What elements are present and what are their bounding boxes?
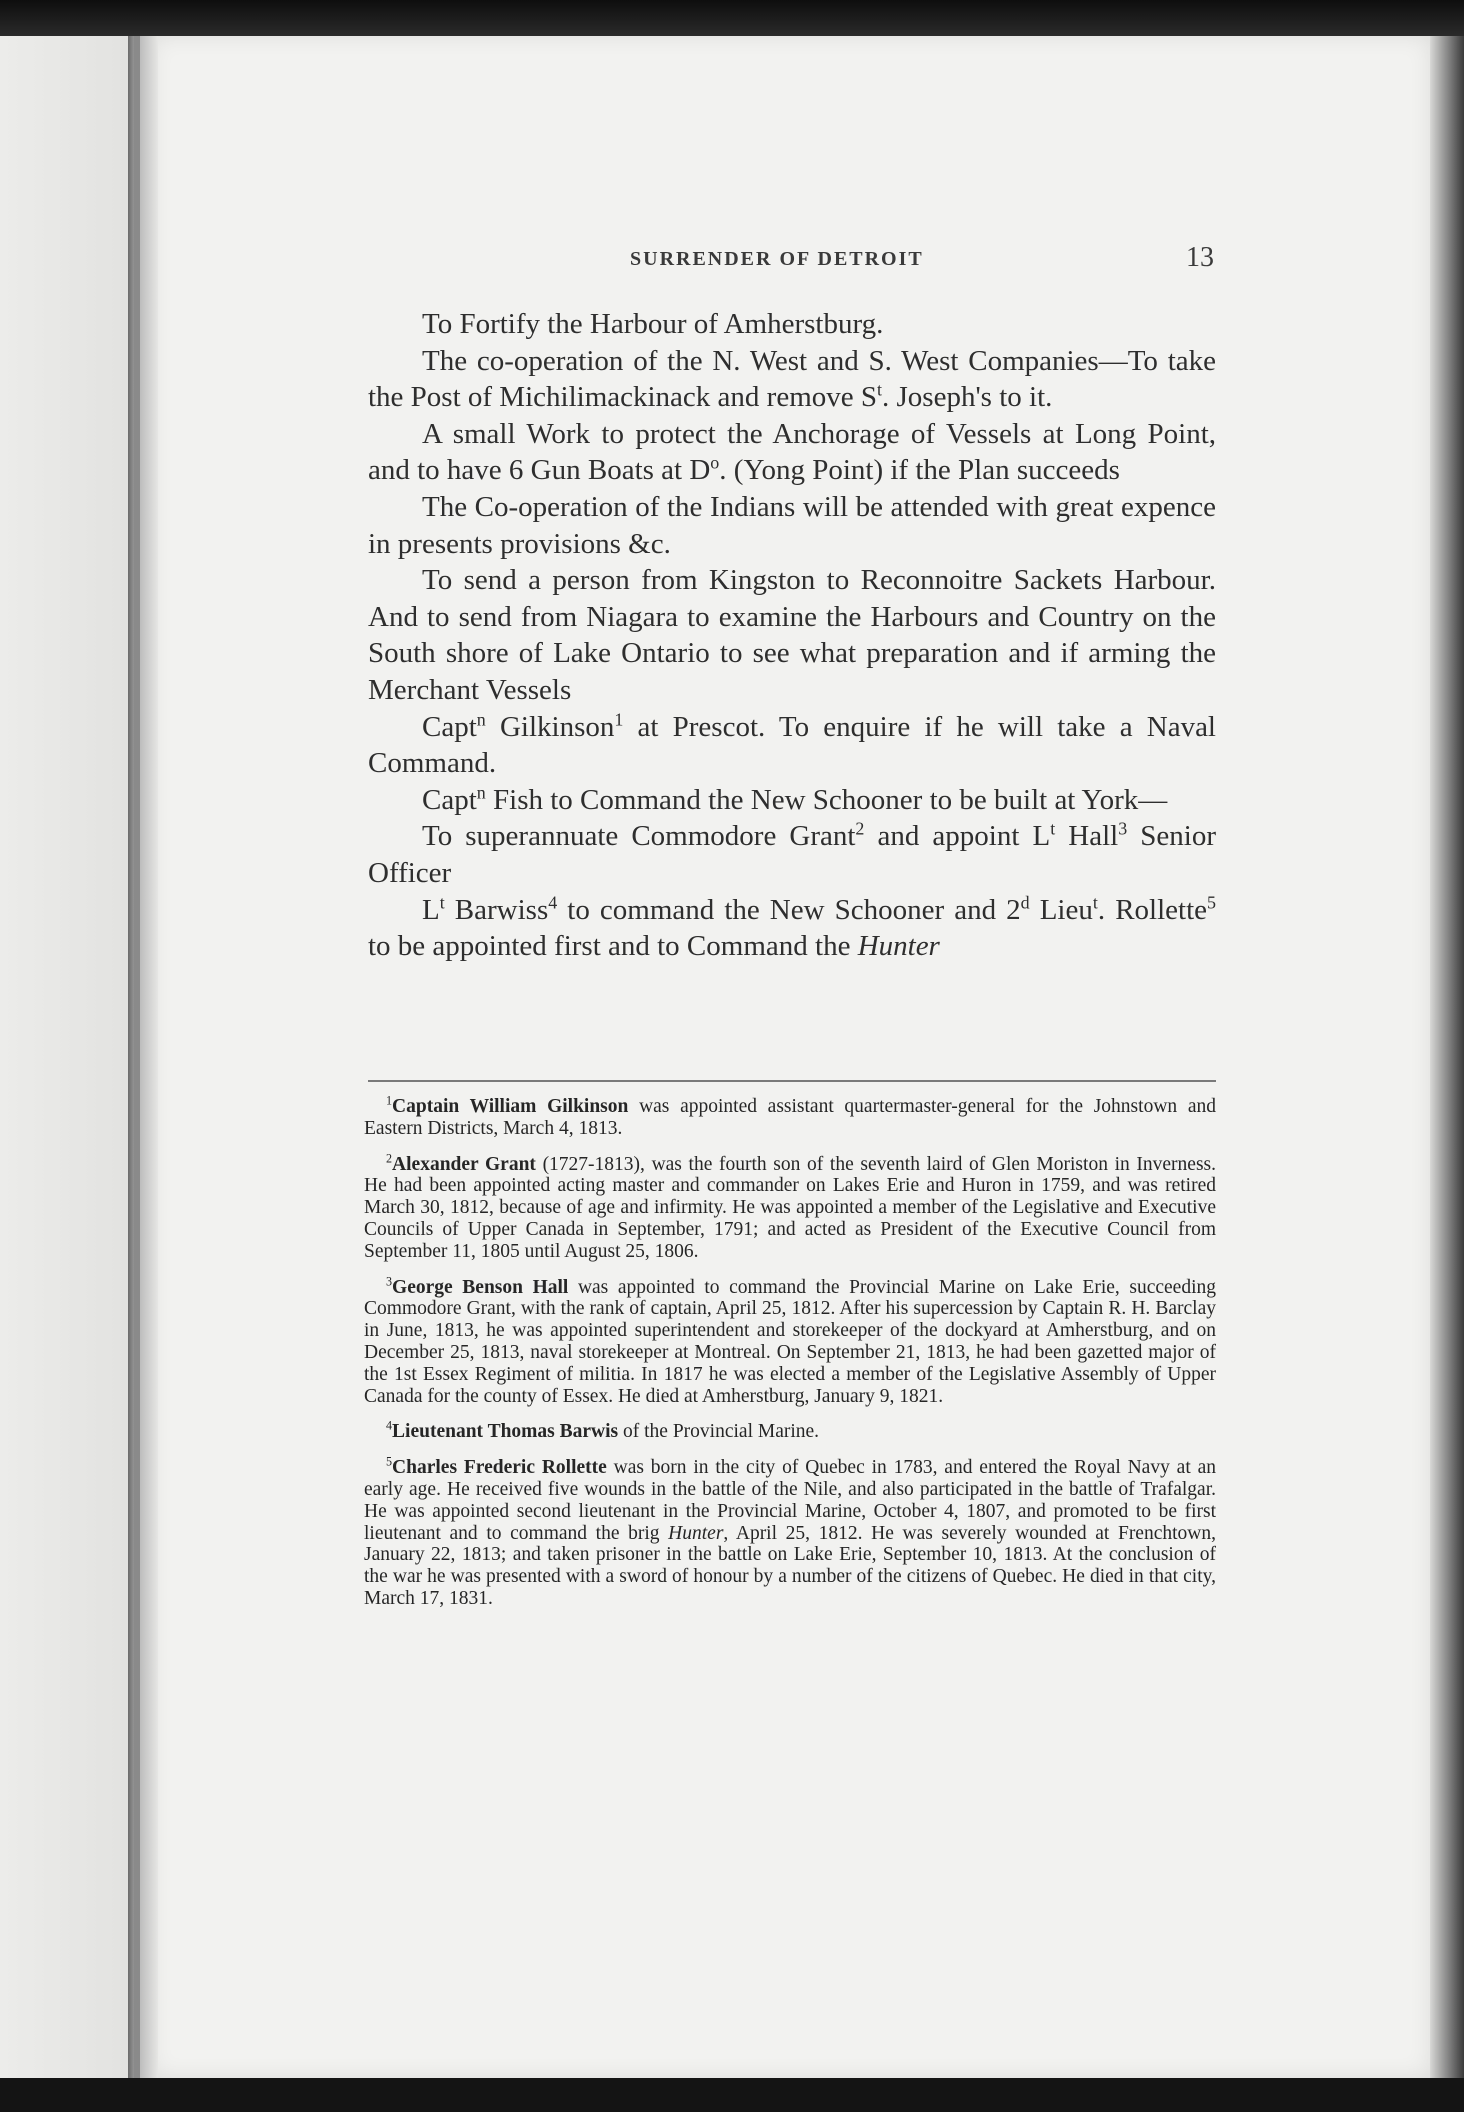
body-paragraph	[368, 818, 1216, 891]
superscript: t	[1050, 818, 1056, 839]
footnotes	[364, 1093, 1217, 1624]
text-run: To superannuate Commodore Grant	[422, 820, 856, 853]
footnote	[364, 1151, 1217, 1263]
italic-text: Hunter	[668, 1522, 724, 1544]
superscript: 2	[855, 818, 865, 839]
superscript: n	[476, 782, 486, 803]
scan-top-border	[0, 0, 1464, 36]
gutter-shadow	[134, 30, 140, 2080]
text-run: L	[422, 893, 440, 926]
footnote-marker: 2	[386, 1151, 393, 1166]
text-run: Senior Officer	[368, 820, 1216, 889]
text-run: and appoint L	[864, 820, 1051, 853]
main-text	[368, 306, 1216, 965]
footnote-text: of the Provincial Marine.	[618, 1421, 820, 1443]
text-run: To send a person from Kingston to Reconnoitre Sackets Harbour. And to send from Niagara to examine the Harbours and Country on the South shore of Lake Ontario to see what preparation and if arming the Merchant Vessels	[368, 564, 1216, 706]
superscript: 5	[1207, 891, 1216, 912]
footnote-text: was appointed to command the Provincial Marine on Lake Erie, succeeding Commodore Grant, with the rank of captain, April 25, 1812. After his supercession by Captain R. H. Barclay in June, 1813, he was appointed superintendent and storekeeper of the dockyard at Amherstburg, and on December 25, 1813, naval storekeeper at Montreal. On September 21, 1813, he had been gazetted major of the 1st Essex Regiment of militia. In 1817 he was elected a member of the Legislative Assembly of Upper Canada for the county of Essex. He died at Amherstburg, January 9, 1821.	[364, 1276, 1217, 1407]
text-run: To Fortify the Harbour of Amherstburg.	[422, 308, 884, 340]
footnote-name: Captain William Gilkinson	[392, 1096, 629, 1117]
text-run: Hall	[1055, 820, 1119, 853]
text-run: Capt	[422, 710, 477, 743]
footnote-text: was born in the city of Quebec in 1783, and entered the Royal Navy at an early age. He received five wounds in the battle of the Nile, and also participated in the battle of Trafalgar. He was appointed second lieutenant in the Provincial Marine, October 4, 1807, and promoted to be first lieutenant and to command the brig	[364, 1457, 1216, 1544]
footnote-marker: 3	[386, 1274, 393, 1289]
text-run: . Joseph's to it.	[882, 381, 1053, 414]
superscript: 3	[1118, 818, 1128, 839]
text-run: Fish to Command the New Schooner to be built at York—	[485, 783, 1168, 816]
superscript: t	[877, 379, 883, 400]
footnote-marker: 5	[386, 1454, 393, 1469]
body-paragraph	[368, 343, 1216, 416]
superscript: n	[476, 708, 486, 729]
text-run: . Rollette	[1097, 893, 1208, 926]
footnote-text: was appointed assistant quartermaster-general for the Johnstown and Eastern Districts, March 4, 1813.	[364, 1096, 1216, 1139]
text-run: The co-operation of the N. West and S. West Companies—To take the Post of Michilimackinack and remove S	[368, 344, 1216, 414]
page-number: 13	[1186, 242, 1214, 273]
superscript: o	[710, 452, 720, 473]
body-paragraph	[368, 892, 1216, 965]
body-paragraph	[368, 562, 1216, 708]
text-run: A small Work to protect the Anchorage of Vessels at Long Point, and to have 6 Gun Boats at D	[368, 417, 1216, 487]
footnote-name: George Benson Hall	[392, 1276, 569, 1298]
body-paragraph	[368, 782, 1216, 819]
body-paragraph	[368, 709, 1216, 782]
superscript: t	[439, 891, 445, 912]
scan-bottom-border	[0, 2078, 1464, 2112]
text-run: The Co-operation of the Indians will be attended with great expence in presents provisions &c.	[368, 490, 1216, 560]
footnote-name: Lieutenant Thomas Barwis	[392, 1421, 619, 1443]
footnote-rule	[368, 1080, 1216, 1082]
text-run: . (Yong Point) if the Plan succeeds	[719, 454, 1120, 487]
superscript: t	[1092, 891, 1098, 912]
text-run: Barwiss	[444, 893, 549, 926]
page-gutter	[128, 30, 158, 2080]
body-paragraph	[368, 416, 1216, 489]
footnote-text: , April 25, 1812. He was severely wounded at Frenchtown, January 22, 1813; and taken prisoner in the battle on Lake Erie, September 10, 1813. At the conclusion of the war he was presented with a sword of honour by a number of the citizens of Quebec. He died in that city, March 17, 1831.	[364, 1522, 1216, 1609]
text-run: to command the New Schooner and 2	[557, 893, 1021, 926]
text-run: at Prescot. To enquire if he will take a Naval Command.	[368, 710, 1216, 780]
footnote	[364, 1274, 1217, 1408]
text-run: Gilkinson	[485, 710, 615, 743]
footnote-name: Charles Frederic Rollette	[392, 1457, 607, 1479]
text-run: Capt	[422, 783, 477, 816]
italic-text: Hunter	[857, 930, 940, 963]
footnote-name: Alexander Grant	[392, 1153, 536, 1175]
page-fore-edge	[1430, 36, 1464, 2081]
footnote-text: (1727-1813), was the fourth son of the seventh laird of Glen Moriston in Inverness. He had been appointed acting master and commander on Lakes Erie and Huron in 1759, and was retired March 30, 1812, because of age and infirmity. He was appointed a member of the Legislative and Executive Councils of Upper Canada in September, 1791; and acted as President of the Executive Council from September 11, 1805 until August 25, 1806.	[364, 1153, 1217, 1262]
text-run: to be appointed first and to Command the	[368, 930, 858, 963]
text-run: Lieu	[1029, 893, 1093, 926]
superscript: 1	[614, 708, 624, 729]
body-paragraph	[368, 489, 1216, 562]
facing-page-edge	[0, 30, 130, 2080]
superscript: d	[1020, 891, 1030, 912]
footnote	[364, 1093, 1216, 1140]
superscript: 4	[548, 891, 558, 912]
footnote-marker: 1	[386, 1093, 393, 1108]
footnote	[364, 1418, 1216, 1443]
body-paragraph	[368, 306, 1216, 343]
footnote-marker: 4	[386, 1418, 393, 1433]
running-head: SURRENDER OF DETROIT	[630, 248, 924, 270]
footnote	[364, 1454, 1216, 1610]
